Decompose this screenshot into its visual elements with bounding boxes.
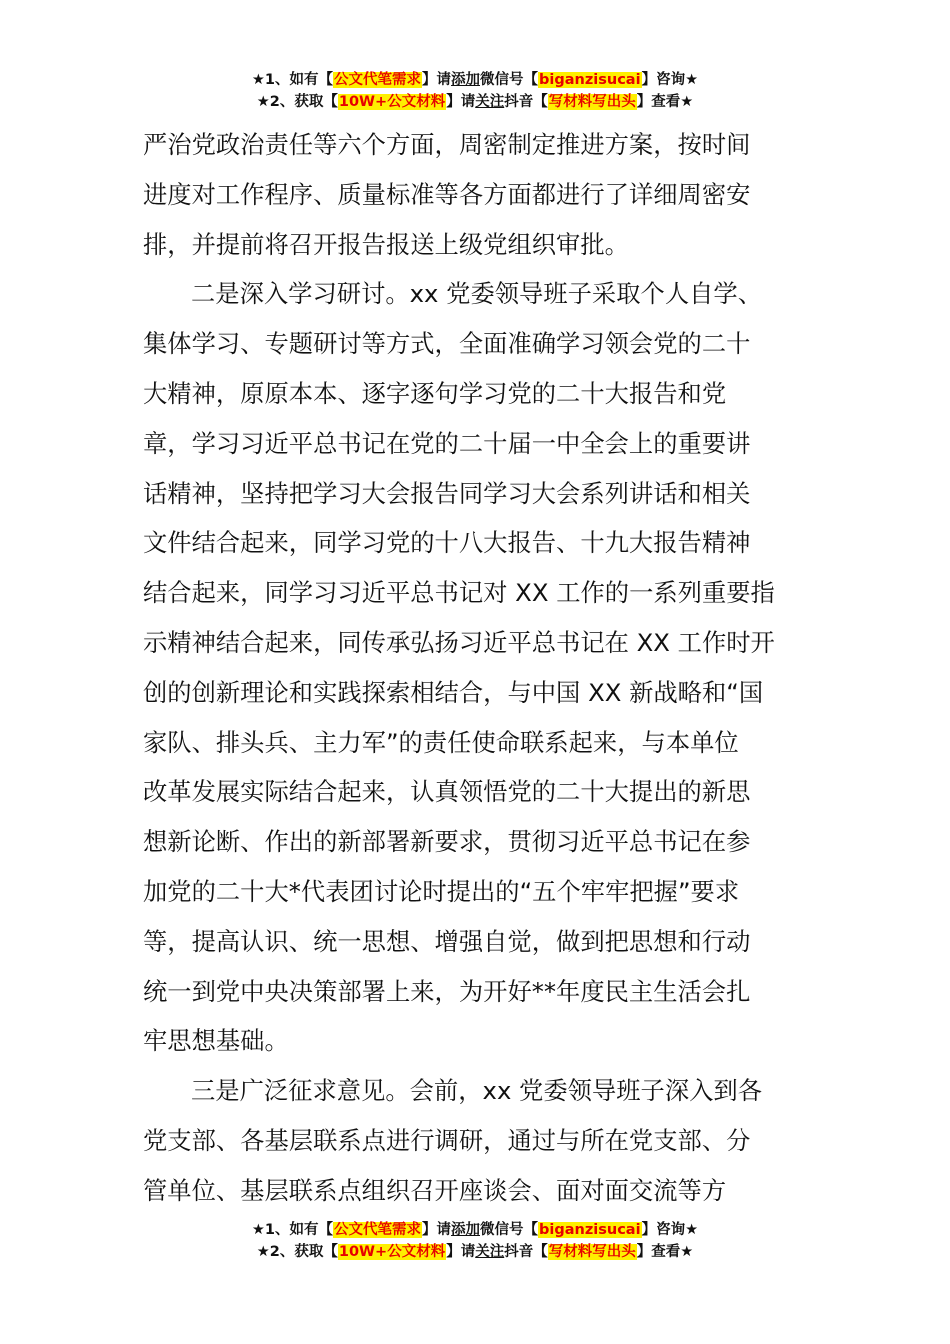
banner-text: 】咨询★ xyxy=(641,1222,699,1238)
banner-text: ★2、获取【 xyxy=(256,1244,338,1260)
body-line: 话精神，坚持把学习大会报告同学习大会系列讲话和相关 xyxy=(143,478,751,508)
body-line: 排，并提前将召开报告报送上级党组织审批。 xyxy=(143,229,629,259)
banner-text: ★1、如有【 xyxy=(251,1222,334,1238)
body-line: 管单位、基层联系点组织召开座谈会、面对面交流等方 xyxy=(143,1175,727,1205)
header-banner-line-1 xyxy=(0,69,950,91)
body-line: 想新论断、作出的新部署新要求，贯彻习近平总书记在参 xyxy=(143,827,751,857)
banner-text: 】请 xyxy=(446,94,476,110)
banner-text: 】查看★ xyxy=(636,94,694,110)
highlight-material-text: 10W+公文材料 xyxy=(338,94,446,110)
body-line: 加党的二十大*代表团讨论时提出的“五个牢牢把握”要求 xyxy=(143,876,740,906)
body-line: 章，学习习近平总书记在党的二十届一中全会上的重要讲 xyxy=(143,428,751,458)
body-line: 改革发展实际结合起来，认真领悟党的二十大提出的新思 xyxy=(143,777,751,807)
footer-banner-line-2 xyxy=(0,1241,950,1263)
douyin-account-highlight: 写材料写出头 xyxy=(548,1244,636,1260)
banner-text: 】请 xyxy=(422,1222,452,1238)
highlight-service-text: 公文代笔需求 xyxy=(334,1222,422,1238)
paragraph-start-line: 二是深入学习研讨。xx 党委领导班子采取个人自学、 xyxy=(191,279,763,309)
body-line: 家队、排头兵、主力军”的责任使命联系起来，与本单位 xyxy=(143,727,739,757)
banner-text: ★2、获取【 xyxy=(256,94,338,110)
banner-text: 】请 xyxy=(422,72,452,88)
banner-text: 微信号【 xyxy=(480,72,539,88)
wechat-id-highlight: biganzisucai xyxy=(539,1222,641,1238)
banner-emphasis: 添加 xyxy=(451,72,481,88)
footer-banner-line-1 xyxy=(0,1219,950,1241)
banner-text: 】请 xyxy=(446,1244,476,1260)
body-line: 党支部、各基层联系点进行调研，通过与所在党支部、分 xyxy=(143,1125,751,1155)
banner-text: ★1、如有【 xyxy=(251,72,334,88)
body-line: 集体学习、专题研讨等方式，全面准确学习领会党的二十 xyxy=(143,329,751,359)
document-body xyxy=(143,120,811,1216)
body-line: 牢思想基础。 xyxy=(143,1026,289,1056)
douyin-account-highlight: 写材料写出头 xyxy=(548,94,636,110)
banner-emphasis: 添加 xyxy=(451,1222,481,1238)
banner-text: 】查看★ xyxy=(636,1244,694,1260)
banner-emphasis: 关注 xyxy=(475,1244,505,1260)
highlight-service-text: 公文代笔需求 xyxy=(334,72,422,88)
body-line: 严治党政治责任等六个方面，周密制定推进方案，按时间 xyxy=(143,130,751,159)
banner-text: 微信号【 xyxy=(480,1222,539,1238)
wechat-id-highlight: biganzisucai xyxy=(539,72,641,88)
header-banner xyxy=(0,69,950,113)
body-line: 结合起来，同学习习近平总书记对 XX 工作的一系列重要指 xyxy=(143,578,775,608)
body-line: 示精神结合起来，同传承弘扬习近平总书记在 XX 工作时开 xyxy=(143,627,775,657)
banner-text: 抖音【 xyxy=(504,94,548,110)
banner-text: 抖音【 xyxy=(504,1244,548,1260)
body-line: 大精神，原原本本、逐字逐句学习党的二十大报告和党 xyxy=(143,378,727,408)
header-banner-line-2 xyxy=(0,91,950,113)
body-line: 进度对工作程序、质量标准等各方面都进行了详细周密安 xyxy=(143,179,751,209)
paragraph-start-line: 三是广泛征求意见。会前，xx 党委领导班子深入到各 xyxy=(191,1076,763,1106)
banner-emphasis: 关注 xyxy=(475,94,505,110)
body-line: 统一到党中央决策部署上来，为开好**年度民主生活会扎 xyxy=(143,976,751,1006)
body-line: 等，提高认识、统一思想、增强自觉，做到把思想和行动 xyxy=(143,926,751,956)
body-line: 文件结合起来，同学习党的十八大报告、十九大报告精神 xyxy=(143,528,751,558)
banner-text: 】咨询★ xyxy=(641,72,699,88)
highlight-material-text: 10W+公文材料 xyxy=(338,1244,446,1260)
footer-banner xyxy=(0,1219,950,1263)
body-line: 创的创新理论和实践探索相结合，与中国 XX 新战略和“国 xyxy=(143,677,764,707)
